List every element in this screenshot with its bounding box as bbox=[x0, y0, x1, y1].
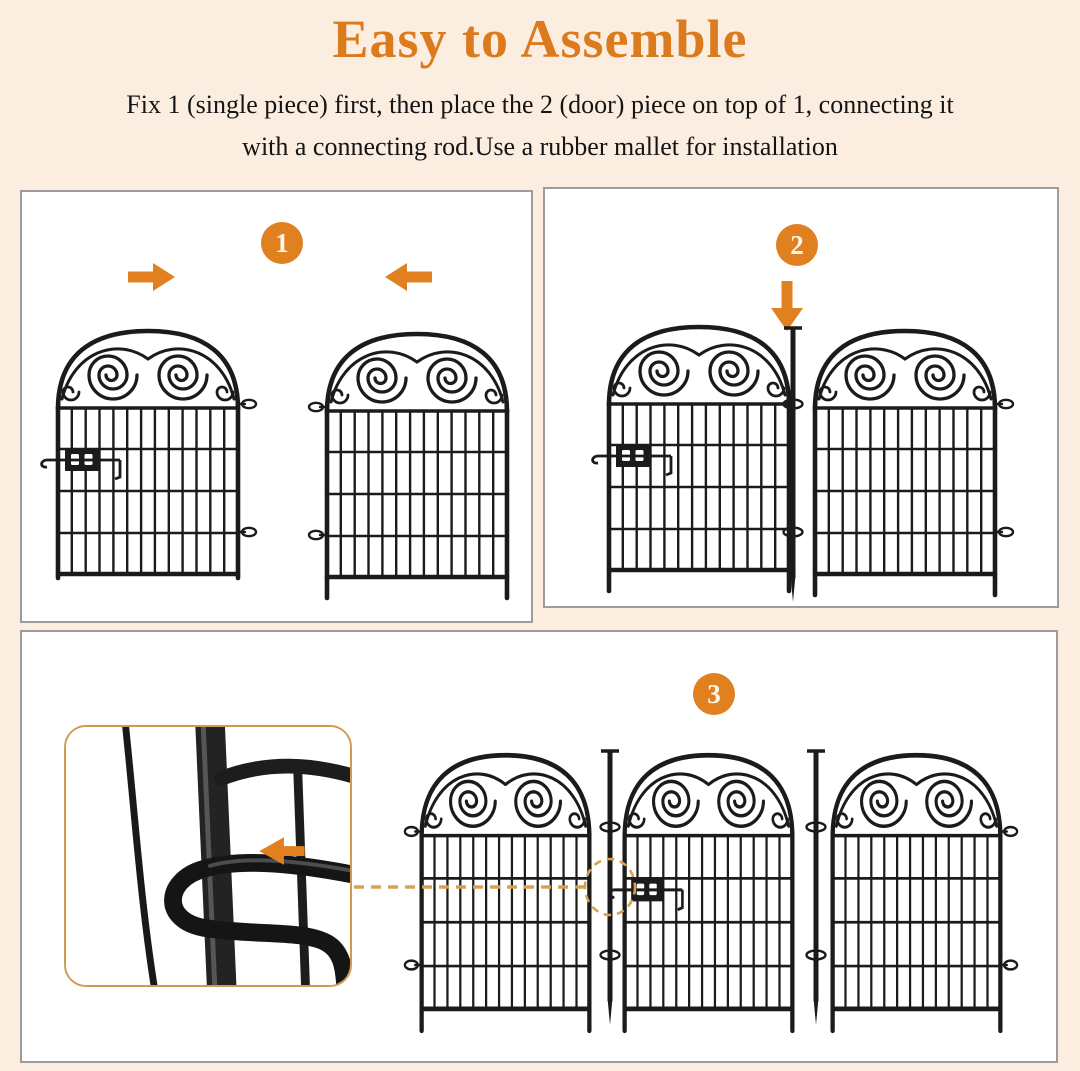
step-1-badge: 1 bbox=[261, 222, 303, 264]
subtitle bbox=[0, 84, 1080, 168]
page-title: Easy to Assemble bbox=[332, 9, 748, 69]
gate-latch bbox=[42, 449, 120, 479]
arrow-left-icon bbox=[385, 262, 432, 292]
fence-single-piece-illustration bbox=[307, 328, 527, 603]
step-1-panel bbox=[20, 190, 533, 623]
callout-dashed-circle bbox=[582, 856, 638, 918]
subtitle-line-1: Fix 1 (single piece) first, then place the 2 (door) piece on top of 1, connecting it bbox=[126, 90, 954, 119]
step-2-badge: 2 bbox=[776, 224, 818, 266]
fence-single-piece-illustration bbox=[403, 749, 608, 1036]
step-3-panel bbox=[20, 630, 1058, 1063]
arrow-right-icon bbox=[128, 262, 175, 292]
fence-door-piece-illustration bbox=[589, 321, 809, 596]
callout-dashed-line bbox=[354, 882, 584, 892]
connection-detail-photo-inset bbox=[64, 725, 352, 987]
fence-door-piece-illustration bbox=[38, 325, 258, 600]
step-2-panel bbox=[543, 187, 1059, 608]
gate-latch bbox=[593, 445, 671, 475]
subtitle-line-2: with a connecting rod.Use a rubber mallet for installation bbox=[242, 132, 838, 161]
step-3-badge: 3 bbox=[693, 673, 735, 715]
fence-single-piece-illustration bbox=[795, 325, 1015, 600]
fence-single-piece-illustration bbox=[814, 749, 1019, 1036]
